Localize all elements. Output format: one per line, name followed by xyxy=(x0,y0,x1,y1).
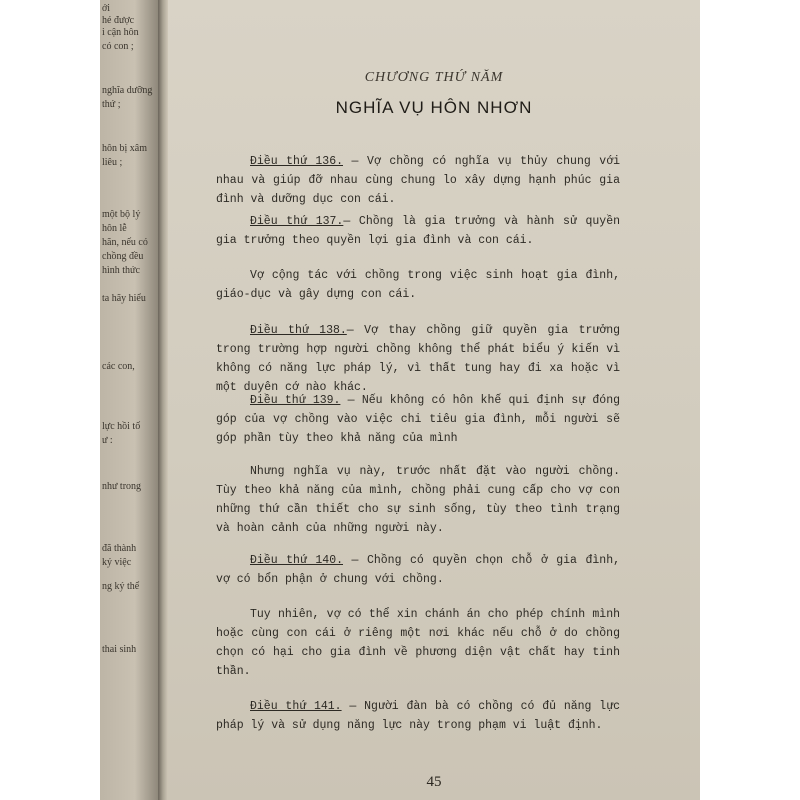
right-page xyxy=(168,0,700,800)
left-page-fragment: có con ; xyxy=(102,41,134,52)
paragraph-140-cont xyxy=(216,605,620,681)
article-text: — Chồng có quyền chọn chỗ ở gia đình, vợ có bổn phận ở chung với chồng. xyxy=(216,554,620,586)
left-page-fragment: chồng đều xyxy=(102,251,144,262)
book-spread xyxy=(100,0,700,800)
left-page-fragment: hôn lễ xyxy=(102,223,127,234)
paragraph-text: Nhưng nghĩa vụ này, trước nhất đặt vào người chồng. Tùy theo khả năng của mình, chồng phải cung cấp cho vợ con những thứ cần thiết cho sự sinh sống, tùy theo tình trạng và hoàn cảnh của những người này. xyxy=(216,465,620,535)
book-gutter xyxy=(158,0,168,800)
article-label: Điều thứ 141. xyxy=(250,700,342,713)
left-page-fragment: như trong xyxy=(102,481,142,492)
left-page-fragment: liêu ; xyxy=(102,157,123,168)
article-label: Điều thứ 137. xyxy=(250,215,344,228)
paragraph-text: Vợ cộng tác với chồng trong việc sinh hoạt gia đình, giáo-dục và gây dựng con cái. xyxy=(216,269,620,301)
article-label: Điều thứ 140. xyxy=(250,554,343,567)
left-page-fragment: hình thức xyxy=(102,265,140,276)
article-141 xyxy=(216,697,620,735)
left-page xyxy=(100,0,158,800)
article-label: Điều thứ 139. xyxy=(250,394,341,407)
left-page-fragment: ư : xyxy=(102,435,113,446)
chapter-heading: CHƯƠNG THỨ NĂM xyxy=(364,70,504,85)
article-137 xyxy=(216,212,620,250)
left-page-fragment: ới xyxy=(102,3,111,14)
left-page-fragment: lực hồi tố xyxy=(102,421,141,432)
paragraph-139-cont xyxy=(216,462,620,538)
left-page-fragment: đã thành xyxy=(102,543,137,554)
left-page-fragment: thứ ; xyxy=(102,99,121,110)
article-text: — Chồng là gia trưởng và hành sử quyền gia trưởng theo quyền lợi gia đình và con cái. xyxy=(216,215,620,247)
page-number: 45 xyxy=(426,774,442,790)
left-page-fragment: thai sinh xyxy=(102,644,137,655)
left-page-fragment: i cận hôn xyxy=(102,27,139,38)
article-140 xyxy=(216,551,620,589)
section-title: NGHĨA VỤ HÔN NHƠN xyxy=(335,98,533,117)
paragraph-137-cont xyxy=(216,266,620,304)
paragraph-text: Tuy nhiên, vợ có thể xin chánh án cho phép chính mình hoặc cùng con cái ở riêng một nơi khác nếu chỗ ở do chồng chọn có hại cho gia đình về phương diện vật chất hay tinh thần. xyxy=(216,608,620,678)
article-text: — Nếu không có hôn khế qui định sự đóng góp của vợ chồng vào việc chi tiêu gia đình, mỗi người sẽ góp phần tùy theo khả năng của mình xyxy=(216,394,620,445)
article-138 xyxy=(216,321,620,397)
left-page-fragment: ta hãy hiểu xyxy=(102,293,146,304)
left-page-fragment: hãn, nếu có xyxy=(102,237,148,248)
left-page-fragment: ng ký thể xyxy=(102,581,140,592)
left-page-fragment: ký việc xyxy=(102,557,132,568)
left-page-fragment: nghĩa dưỡng xyxy=(102,85,153,96)
article-label: Điều thứ 136. xyxy=(250,155,343,168)
left-page-fragment: hé được xyxy=(102,15,135,26)
article-text: — Vợ thay chồng giữ quyền gia trưởng trong trường hợp người chồng không thể phát biểu ý kiến vì không có năng lực pháp lý, vì thất tung hay đi xa hoặc vì một duyên cớ nào khác. xyxy=(216,324,620,394)
article-text: — Người đàn bà có chồng có đủ năng lực pháp lý và sử dụng năng lực này trong phạm vi luật định. xyxy=(216,700,620,732)
left-page-fragment: một bộ lý xyxy=(102,209,141,220)
article-label: Điều thứ 138. xyxy=(250,324,347,337)
left-page-fragment: các con, xyxy=(102,361,135,372)
article-139 xyxy=(216,391,620,448)
article-136 xyxy=(216,152,620,209)
left-page-fragment: hôn bị xâm xyxy=(102,143,147,154)
article-text: — Vợ chồng có nghĩa vụ thủy chung với nhau và giúp đỡ nhau cùng chung lo xây dựng hạnh phúc gia đình và dưỡng dục con cái. xyxy=(216,155,620,206)
